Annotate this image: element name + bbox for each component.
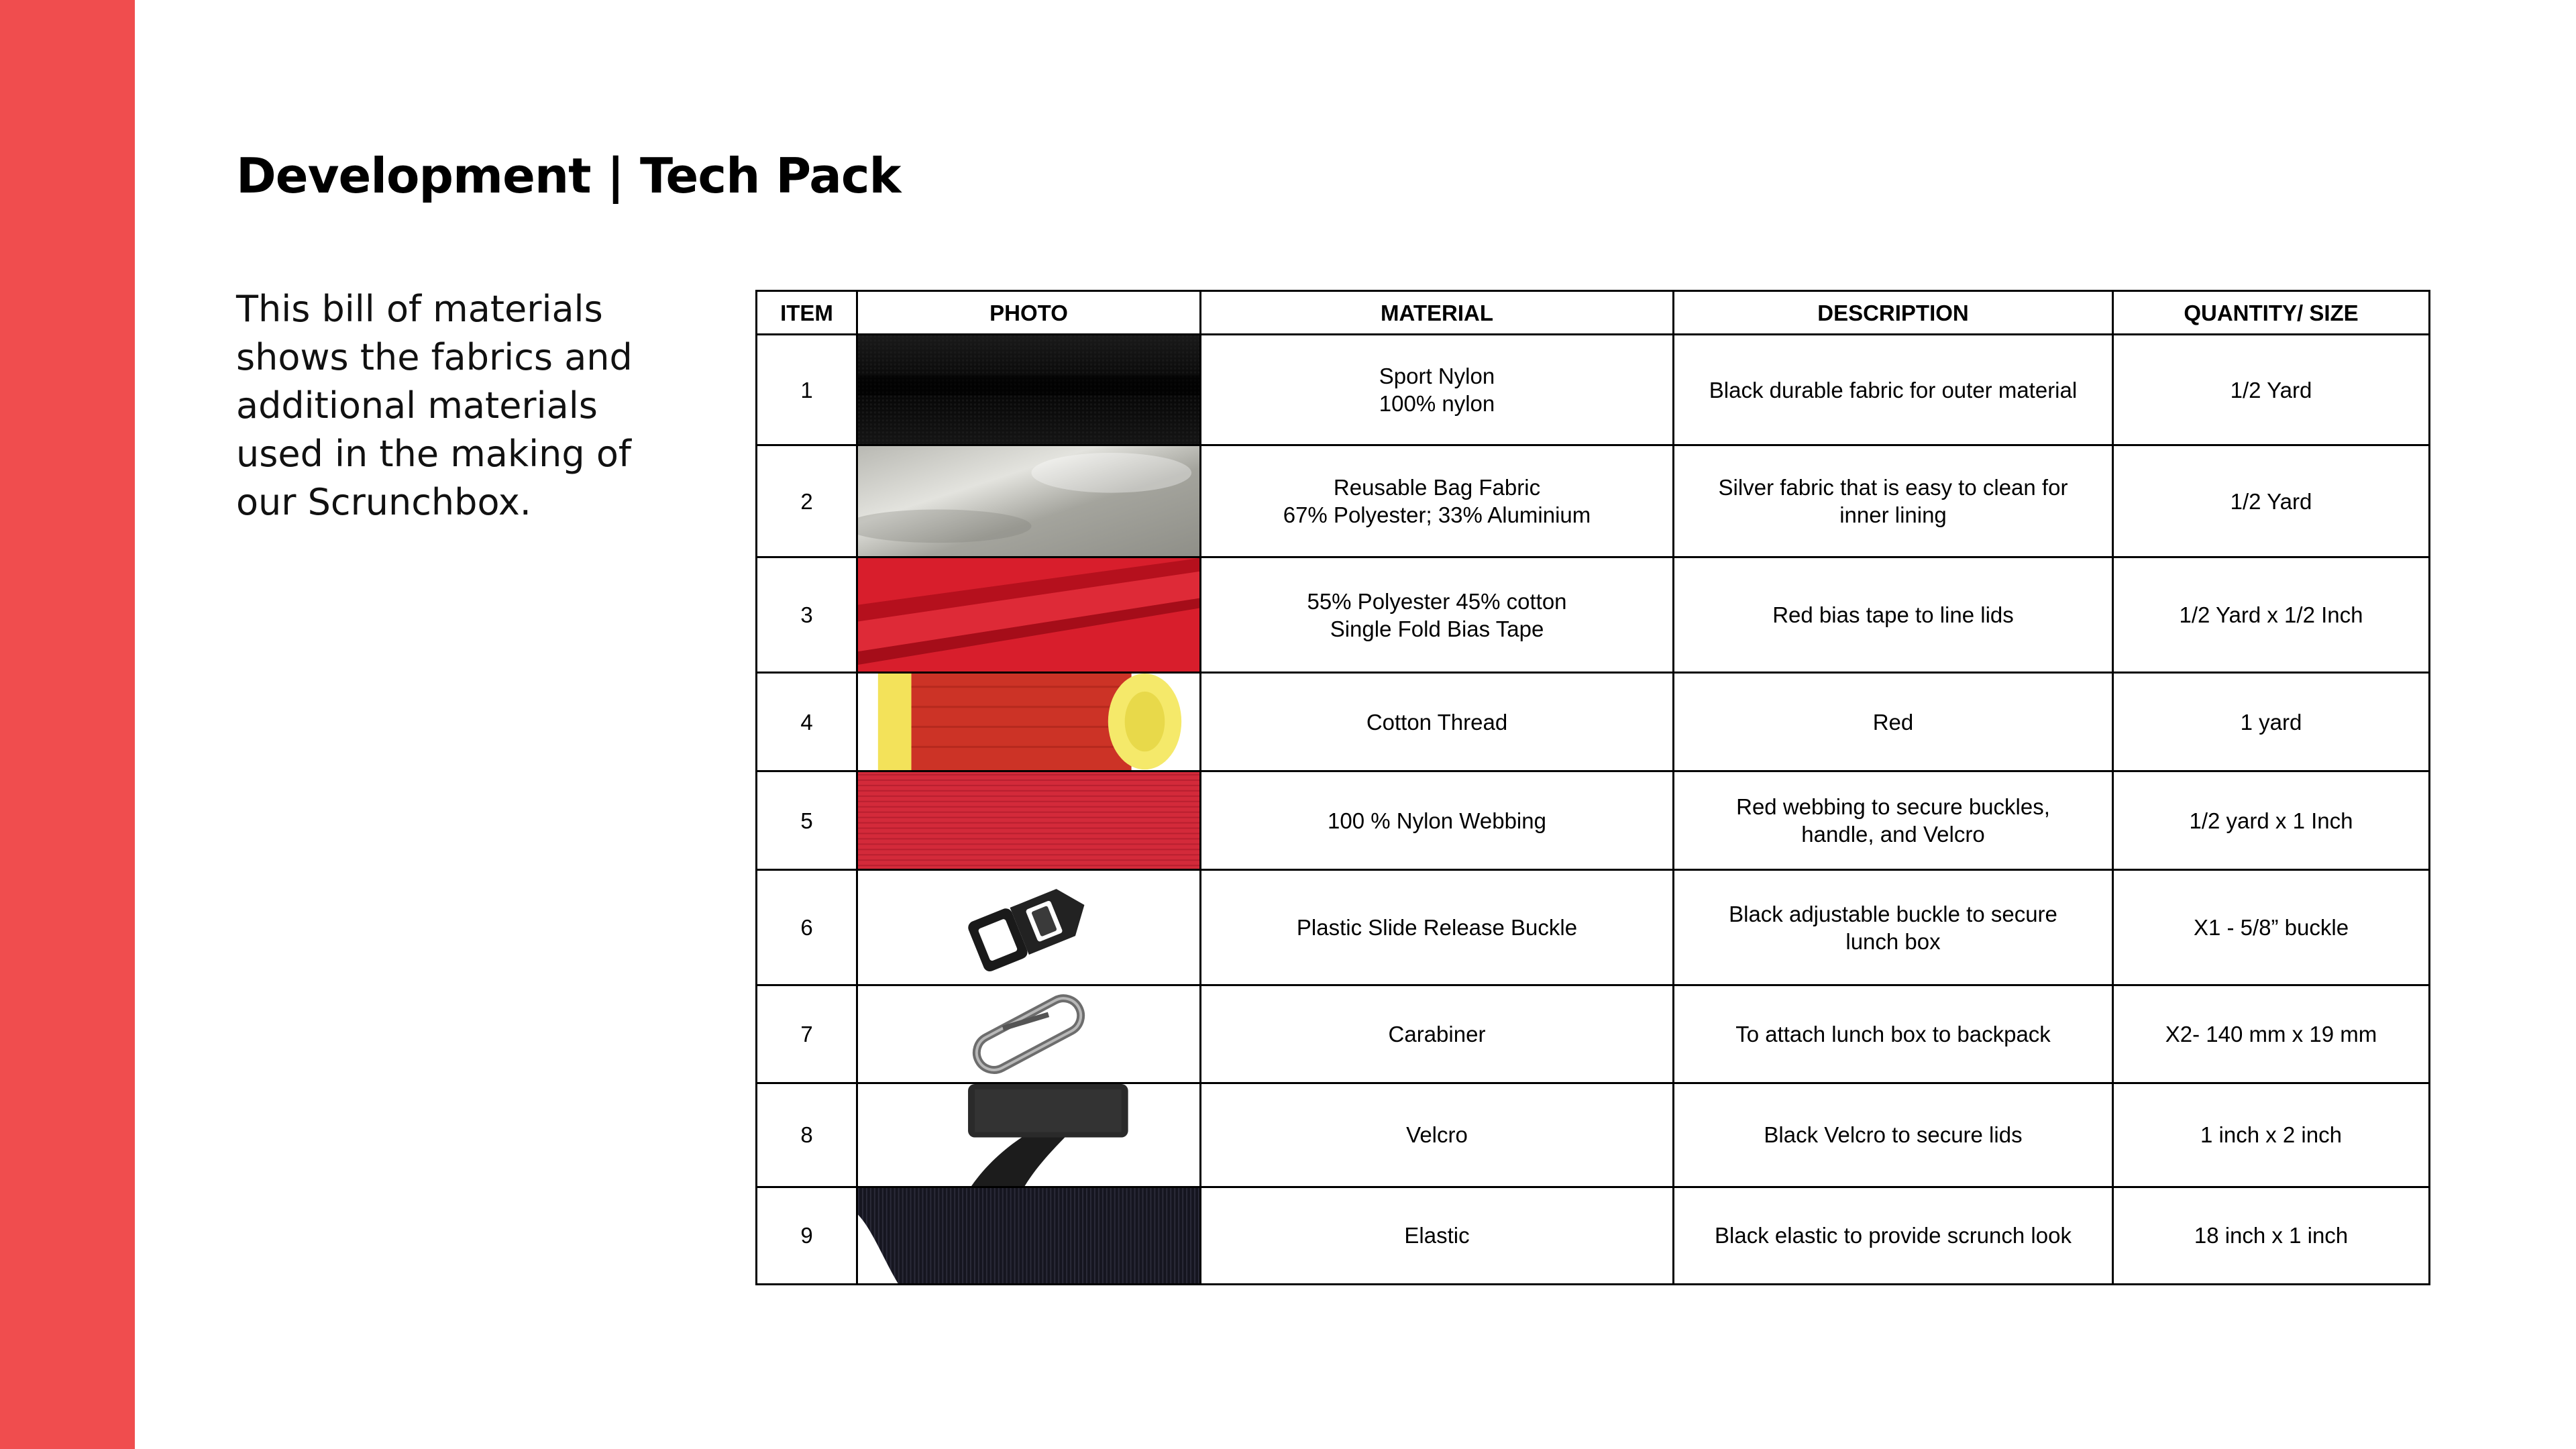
header-photo: PHOTO: [857, 291, 1201, 335]
photo-cell: [857, 673, 1201, 771]
quantity-cell: 1/2 Yard x 1/2 Inch: [2113, 557, 2430, 673]
table-row: [757, 673, 2430, 771]
photo-cell: [857, 335, 1201, 445]
item-number: 7: [757, 985, 857, 1083]
photo-cell: [857, 870, 1201, 985]
quantity-cell: 1/2 Yard: [2113, 335, 2430, 445]
table-row: [757, 335, 2430, 445]
description-text: To attach lunch box to backpack: [1735, 1021, 2051, 1046]
table-row: [757, 1187, 2430, 1284]
description-cell: [1674, 771, 2113, 870]
material-name: Elastic: [1404, 1223, 1470, 1248]
quantity-cell: 18 inch x 1 inch: [2113, 1187, 2430, 1284]
description-cell: [1674, 1083, 2113, 1187]
page-title: Development | Tech Pack: [236, 148, 901, 204]
material-name: Reusable Bag Fabric: [1333, 475, 1541, 500]
item-number: 6: [757, 870, 857, 985]
description-cell: [1674, 673, 2113, 771]
material-cell: [1201, 1187, 1674, 1284]
header-description: DESCRIPTION: [1674, 291, 2113, 335]
item-number: 4: [757, 673, 857, 771]
red-webbing-swatch: [858, 772, 1199, 869]
photo-cell: [857, 985, 1201, 1083]
photo-cell: [857, 557, 1201, 673]
table-header-row: [757, 291, 2430, 335]
photo-cell: [857, 1187, 1201, 1284]
quantity-cell: 1 inch x 2 inch: [2113, 1083, 2430, 1187]
quantity-cell: 1/2 yard x 1 Inch: [2113, 771, 2430, 870]
header-item: ITEM: [757, 291, 857, 335]
description-text: Black adjustable buckle to secure: [1729, 901, 2057, 926]
header-material: MATERIAL: [1201, 291, 1674, 335]
material-name: 100 % Nylon Webbing: [1328, 808, 1546, 833]
description-cell: [1674, 445, 2113, 557]
description-text: Red: [1872, 709, 1914, 735]
red-thread-spool: [858, 674, 1199, 770]
item-number: 1: [757, 335, 857, 445]
carabiner-icon: [858, 986, 1199, 1081]
table-row: [757, 771, 2430, 870]
description-cell: [1674, 557, 2113, 673]
quantity-cell: X1 - 5/8” buckle: [2113, 870, 2430, 985]
table-row: [757, 985, 2430, 1083]
description-text: Red bias tape to line lids: [1772, 602, 2014, 628]
silver-bag-fabric-swatch: [858, 446, 1199, 556]
material-cell: [1201, 771, 1674, 870]
black-elastic-band: [858, 1188, 1199, 1283]
material-cell: [1201, 335, 1674, 445]
material-composition: 67% Polyester; 33% Aluminium: [1283, 502, 1591, 528]
quantity-cell: 1/2 Yard: [2113, 445, 2430, 557]
velcro-strip: [858, 1084, 1199, 1186]
material-name: Single Fold Bias Tape: [1330, 616, 1544, 641]
table-row: [757, 557, 2430, 673]
red-bias-tape-swatch: [858, 558, 1199, 672]
intro-text: This bill of materials shows the fabrics and additional materials used in the making of our Scrunchbox.: [236, 288, 633, 523]
bill-of-materials-table: [755, 290, 2430, 1285]
description-text: Black Velcro to secure lids: [1764, 1122, 2023, 1148]
item-number: 8: [757, 1083, 857, 1187]
item-number: 5: [757, 771, 857, 870]
description-text-line2: handle, and Velcro: [1801, 822, 1985, 847]
material-cell: [1201, 985, 1674, 1083]
description-cell: [1674, 870, 2113, 985]
description-text: Red webbing to secure buckles,: [1736, 794, 2050, 820]
table-row: [757, 445, 2430, 557]
material-name: Plastic Slide Release Buckle: [1296, 915, 1578, 941]
description-text: Silver fabric that is easy to clean for: [1718, 475, 2068, 500]
black-nylon-fabric-swatch: [858, 335, 1199, 444]
material-composition: 55% Polyester 45% cotton: [1307, 588, 1567, 614]
material-composition: 100% nylon: [1379, 391, 1495, 417]
table-row: [757, 1083, 2430, 1187]
material-cell: [1201, 1083, 1674, 1187]
material-name: Sport Nylon: [1379, 364, 1495, 389]
material-cell: [1201, 445, 1674, 557]
photo-cell: [857, 445, 1201, 557]
item-number: 9: [757, 1187, 857, 1284]
description-text-line2: inner lining: [1839, 502, 1947, 528]
material-cell: [1201, 557, 1674, 673]
description-text: Black durable fabric for outer material: [1709, 377, 2078, 402]
quantity-cell: 1 yard: [2113, 673, 2430, 771]
quantity-cell: X2- 140 mm x 19 mm: [2113, 985, 2430, 1083]
buckle-icon: [858, 871, 1199, 984]
material-name: Cotton Thread: [1366, 709, 1508, 735]
description-cell: [1674, 335, 2113, 445]
photo-cell: [857, 1083, 1201, 1187]
description-cell: [1674, 1187, 2113, 1284]
header-quantity: QUANTITY/ SIZE: [2113, 291, 2430, 335]
material-cell: [1201, 673, 1674, 771]
item-number: 3: [757, 557, 857, 673]
description-text-line2: lunch box: [1845, 928, 1941, 954]
table-row: [757, 870, 2430, 985]
accent-bar: [0, 0, 135, 1449]
photo-cell: [857, 771, 1201, 870]
material-cell: [1201, 870, 1674, 985]
description-text: Black elastic to provide scrunch look: [1715, 1223, 2072, 1248]
material-name: Velcro: [1406, 1122, 1468, 1148]
material-name: Carabiner: [1388, 1021, 1486, 1046]
item-number: 2: [757, 445, 857, 557]
description-cell: [1674, 985, 2113, 1083]
